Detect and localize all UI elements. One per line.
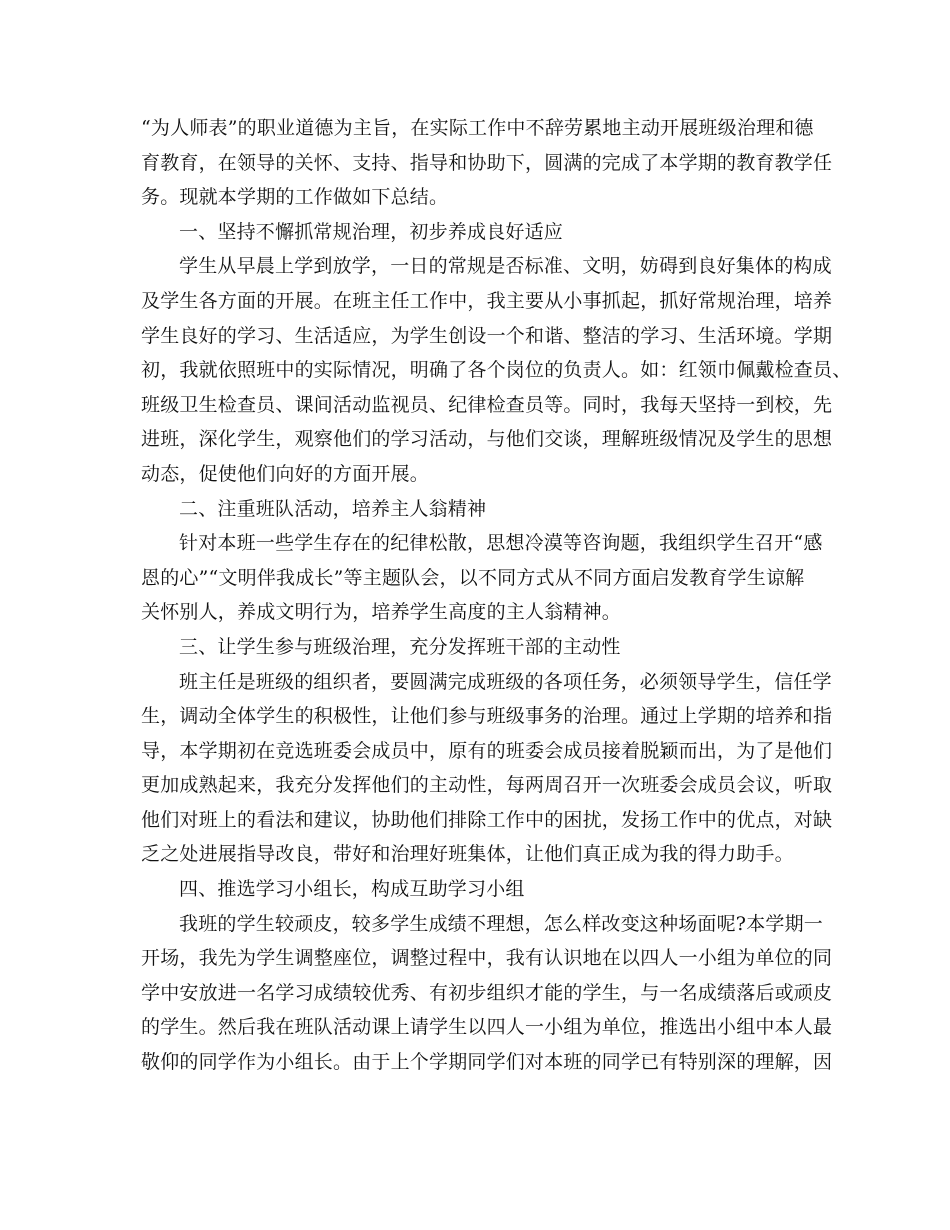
text-line: 学生从早晨上学到放学，一日的常规是否标准、文明，妨碍到良好集体的构成	[179, 255, 832, 278]
text-line: 敬仰的同学作为小组长。由于上个学期同学们对本班的同学已有特别深的理解，因	[141, 1051, 833, 1074]
text-line: 班主任是班级的组织者，要圆满完成班级的各项任务，必须领导学生，信任学	[179, 670, 832, 693]
text-line: 学中安放进一名学习成绩较优秀、有初步组织才能的学生，与一名成绩落后或顽皮	[141, 981, 833, 1004]
text-line: 针对本班一些学生存在的纪律松散，思想冷漠等咨询题，我组织学生召开“感	[179, 532, 823, 555]
text-line: 关怀别人，养成文明行为，培养学生高度的主人翁精神。	[141, 601, 622, 624]
text-line: 初，我就依照班中的实际情况，明确了各个岗位的负责人。如：红领巾佩戴检查员、	[141, 359, 852, 382]
text-line: 动态，促使他们向好的方面开展。	[141, 462, 430, 485]
text-line: 开场，我先为学生调整座位，调整过程中，我有认识地在以四人一小组为单位的同	[141, 947, 833, 970]
text-line: 及学生各方面的开展。在班主任工作中，我主要从小事抓起，抓好常规治理，培养	[141, 289, 833, 312]
text-line: 四、推选学习小组长，构成互助学习小组	[179, 878, 525, 901]
text-line: 乏之处进展指导改良，带好和治理好班集体，让他们真正成为我的得力助手。	[141, 843, 794, 866]
text-line: 我班的学生较顽皮，较多学生成绩不理想，怎么样改变这种场面呢?本学期一	[179, 912, 823, 935]
text-line: 恩的心”“文明伴我成长”等主题队会，以不同方式从不同方面启发教育学生谅解	[141, 566, 805, 589]
text-line: 二、注重班队活动，培养主人翁精神	[179, 497, 487, 520]
text-line: 更加成熟起来，我充分发挥他们的主动性，每两周召开一次班委会成员会议，听取	[141, 774, 833, 797]
text-line: 他们对班上的看法和建议，协助他们排除工作中的困扰，发扬工作中的优点，对缺	[141, 808, 833, 831]
text-line: 班级卫生检查员、课间活动监视员、纪律检查员等。同时，我每天坚持一到校，先	[141, 393, 833, 416]
text-line: 的学生。然后我在班队活动课上请学生以四人一小组为单位，推选出小组中本人最	[141, 1016, 833, 1039]
text-line: 育教育，在领导的关怀、支持、指导和协助下，圆满的完成了本学期的教育教学任	[141, 151, 833, 174]
text-line: 学生良好的学习、生活适应，为学生创设一个和谐、整洁的学习、生活环境。学期	[141, 324, 833, 347]
text-line: “为人师表”的职业道德为主旨，在实际工作中不辞劳累地主动开展班级治理和德	[141, 117, 814, 139]
text-line: 进班，深化学生，观察他们的学习活动，与他们交谈，理解班级情况及学生的思想	[141, 428, 833, 451]
document-body	[141, 111, 852, 1080]
text-line: 务。现就本学期的工作做如下总结。	[141, 186, 449, 209]
text-line: 导，本学期初在竞选班委会成员中，原有的班委会成员接着脱颖而出，为了是他们	[141, 739, 833, 762]
text-line: 三、让学生参与班级治理，充分发挥班干部的主动性	[179, 635, 621, 658]
text-line: 一、坚持不懈抓常规治理，初步养成良好适应	[179, 220, 564, 243]
text-line: 生，调动全体学生的积极性，让他们参与班级事务的治理。通过上学期的培养和指	[141, 705, 833, 728]
